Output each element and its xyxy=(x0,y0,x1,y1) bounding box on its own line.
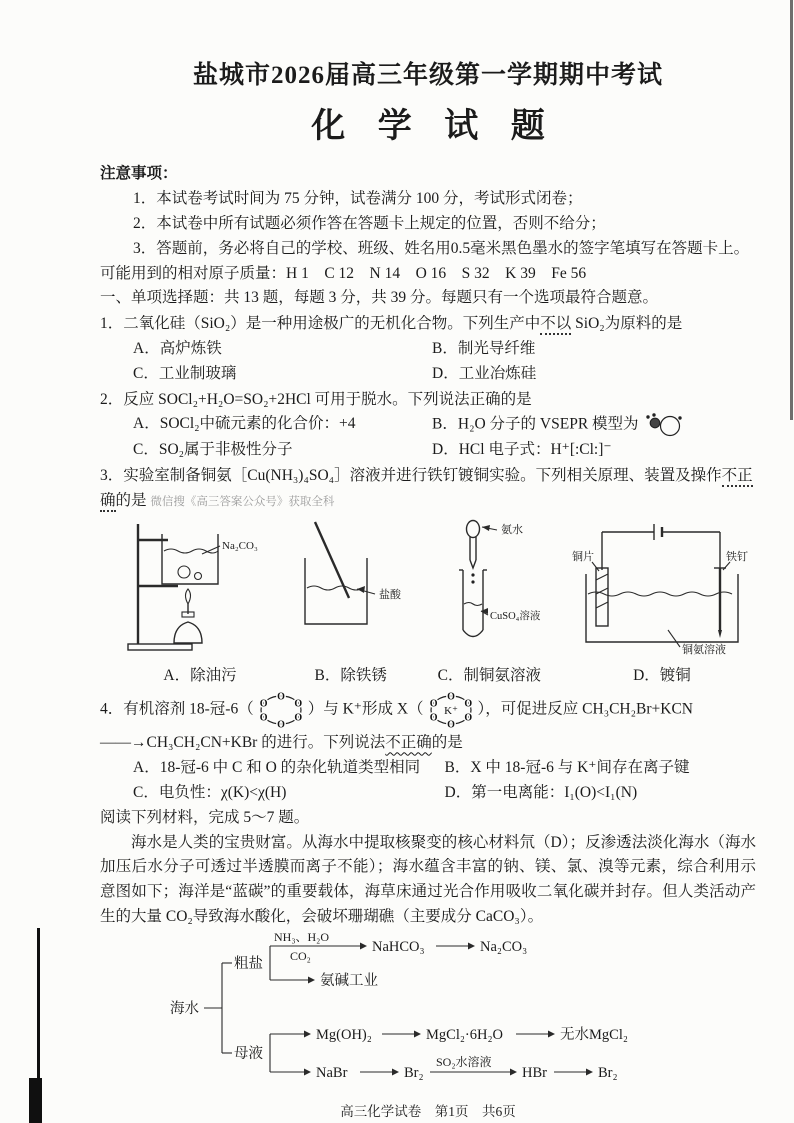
flow-node-nabr: NaBr xyxy=(316,1064,348,1081)
flow-node-br2-first: Br₂ xyxy=(404,1064,424,1081)
q4-stem2-post: 的是 xyxy=(431,734,463,752)
flow-node-hbr: HBr xyxy=(522,1064,547,1081)
q3-figure-c xyxy=(427,518,551,689)
svg-text:O: O xyxy=(463,712,472,724)
q4-stem-line1 xyxy=(100,689,756,731)
notice-heading: 注意事项： xyxy=(100,165,178,183)
svg-text:O: O xyxy=(429,712,438,724)
q4-option-c: C．电负性：χ(K)<χ(H) xyxy=(133,783,287,801)
flow-label-nh3-h2o: NH₃、H₂O xyxy=(274,929,330,944)
fig-c-reagent-label-1: 氨水 xyxy=(501,523,524,536)
degreasing-apparatus-diagram xyxy=(126,518,274,654)
q3-figure-a-caption: A．除油污 xyxy=(163,666,237,684)
svg-text:O: O xyxy=(429,698,438,710)
q1-stem-emphasis: 不以 xyxy=(540,315,571,335)
q1-stem-post: SiO₂为原料的是 xyxy=(571,315,683,333)
q1-option-b: B．制光导纤维 xyxy=(432,339,536,357)
fig-c-reagent-label-2: CuSO₄溶液 xyxy=(490,610,541,622)
q4-options xyxy=(100,756,756,806)
q4-stem-line2 xyxy=(100,731,756,756)
q4-option-b: B．X 中 18-冠-6 与 K⁺间存在离子键 xyxy=(444,759,690,777)
exam-title: 盐城市2026届高三年级第一学期期中考试 xyxy=(192,62,663,89)
notice-item-3: 3．答题前，务必将自己的学校、班级、姓名用0.5毫米黑色墨水的签字笔填写在答题卡上。 xyxy=(133,239,750,257)
flow-node-anhydrous-mgcl2: 无水MgCl₂ xyxy=(560,1026,628,1043)
svg-text:O: O xyxy=(294,698,302,710)
q3-figures xyxy=(100,514,756,689)
q2-option-c: C．SO₂属于非极性分子 xyxy=(133,441,293,459)
svg-text:O: O xyxy=(259,698,268,710)
q3-figure-a xyxy=(126,518,274,689)
q4-stem2-pre: ——→CH₃CH₂CN+KBr 的进行。下列说法 xyxy=(100,734,386,752)
exam-subtitle: 化 学 试 题 xyxy=(311,108,557,145)
q3-stem-emphasis: 不正确 xyxy=(100,467,753,512)
electroplating-cell-diagram xyxy=(572,518,752,654)
svg-text:O: O xyxy=(463,698,472,710)
q2-options xyxy=(100,412,756,463)
notice-item-1: 1．本试卷考试时间为 75 分钟，试卷满分 100 分，考试形式闭卷； xyxy=(133,190,583,208)
q3-figure-b-caption: B．除铁锈 xyxy=(314,666,387,684)
atomic-mass-line: 可能用到的相对原子质量：H 1 C 12 N 14 O 16 S 32 K 39 Fe 56 xyxy=(100,264,587,282)
flow-node-mgcl2-6h2o: MgCl₂·6H₂O xyxy=(426,1026,503,1043)
q4-stem1-pre: 4．有机溶剂 18-冠-6（ xyxy=(100,700,254,718)
q4-stem2-emphasis: 不正确 xyxy=(385,734,432,752)
q1-options xyxy=(100,337,756,387)
svg-text:O: O xyxy=(446,691,455,703)
flow-node-br2-second: Br₂ xyxy=(598,1064,618,1081)
flow-node-na2co3: Na₂CO₃ xyxy=(480,938,528,955)
flow-label-co2: CO₂ xyxy=(290,948,311,963)
question-4 xyxy=(100,689,756,805)
q1-option-a: A．高炉炼铁 xyxy=(133,339,222,357)
flow-node-nahco3: NaHCO₃ xyxy=(372,938,425,955)
q2-option-b-text: B．H₂O 分子的 VSEPR 模型为 xyxy=(432,415,639,433)
q3-figure-c-caption: C．制铜氨溶液 xyxy=(437,666,541,684)
fig-d-label-iron-nail: 铁钉 xyxy=(725,550,748,563)
svg-text:O: O xyxy=(276,691,285,703)
q1-option-d: D．工业冶炼硅 xyxy=(432,364,537,382)
seawater-utilization-diagram xyxy=(164,929,724,1084)
q1-stem xyxy=(100,312,756,337)
svg-text:O: O xyxy=(259,712,268,724)
svg-text:O: O xyxy=(294,712,302,724)
q2-option-b xyxy=(432,412,756,438)
flow-node-mother-liquor: 母液 xyxy=(234,1045,263,1062)
q2-stem: 2．反应 SOCl₂+H₂O=SO₂+2HCl 可用于脱水。下列说法正确的是 xyxy=(100,390,532,408)
q3-stem-post: 的是 xyxy=(115,491,147,509)
question-2 xyxy=(100,388,756,464)
vsepr-model-icon xyxy=(642,412,684,438)
q3-figure-d xyxy=(572,518,752,689)
section-heading: 一、单项选择题：共 13 题，每题 3 分，共 39 分。每题只有一个选项最符合题意。 xyxy=(100,289,659,307)
flow-node-ammonia-soda: 氨碱工业 xyxy=(320,972,378,989)
fig-d-label-copper-sheet: 铜片 xyxy=(571,550,594,563)
rust-removal-beaker-diagram xyxy=(295,518,407,654)
scan-artifact-right-edge xyxy=(790,0,793,420)
flow-node-mgoh2: Mg(OH)₂ xyxy=(316,1026,372,1043)
scan-artifact-corner-blob xyxy=(29,1078,42,1123)
flow-node-crude-salt: 粗盐 xyxy=(234,955,263,972)
svg-text:O: O xyxy=(276,719,285,731)
notice-item-2: 2．本试卷中所有试题必须作答在答题卡上规定的位置，否则不给分； xyxy=(133,214,606,232)
q2-option-d: D．HCl 电子式：H⁺[:Cl:]⁻ xyxy=(432,441,612,459)
q2-option-a: A．SOCl₂中硫元素的化合价：+4 xyxy=(133,415,356,433)
fig-b-reagent-label: 盐酸 xyxy=(378,588,401,601)
flow-label-so2-solution: SO₂水溶液 xyxy=(436,1054,492,1069)
flow-node-seawater: 海水 xyxy=(170,1000,199,1017)
q3-stem xyxy=(100,464,756,514)
page-footer: 高三化学试卷 第1页 共6页 xyxy=(340,1103,516,1119)
q4-option-d: D．第一电离能：I₁(O)<I₁(N) xyxy=(444,783,638,801)
q3-watermark: 微信搜《高三答案公众号》获取全科 xyxy=(150,495,335,508)
question-1 xyxy=(100,312,756,386)
q3-figure-b xyxy=(295,518,407,689)
seawater-flowchart xyxy=(164,929,756,1093)
q4-stem1-post: ），可促进反应 CH₃CH₂Br+KCN xyxy=(477,700,693,718)
fig-d-label-solution: 铜氨溶液 xyxy=(681,643,726,656)
crown-ether-k-complex-diagram xyxy=(424,689,478,731)
q1-stem-pre: 1．二氧化硅（SiO₂）是一种用途极广的无机化合物。下列生产中 xyxy=(100,315,541,333)
q4-stem1-mid: ）与 K⁺形成 X（ xyxy=(307,700,424,718)
dropper-test-tube-diagram xyxy=(427,518,551,654)
q1-option-c: C．工业制玻璃 xyxy=(133,364,237,382)
potassium-ion-label: K⁺ xyxy=(443,705,458,718)
material-intro: 阅读下列材料，完成 5～7 题。 xyxy=(100,808,310,826)
svg-text:O: O xyxy=(446,719,455,731)
q4-option-a: A．18-冠-6 中 C 和 O 的杂化轨道类型相同 xyxy=(133,759,421,777)
fig-a-reagent-label: Na₂CO₃ xyxy=(222,539,258,552)
q3-figure-d-caption: D．镀铜 xyxy=(633,666,691,684)
crown-ether-diagram xyxy=(254,689,308,731)
material-paragraph: 海水是人类的宝贵财富。从海水中提取核聚变的核心材料氘（D）；反渗透法淡化海水（海水加压后水分子可透过半透膜而离子不能）；海水蕴含丰富的钠、镁、氯、溴等元素，综合利用示意图如下；海洋是“蓝碳”的重要载体，海草床通过光合作用吸收二氧化碳并封存。但人类活动产生的大量 CO₂导致海水酸化，会破坏珊瑚礁（主要成分 CaCO₃）。 xyxy=(100,833,756,925)
question-3 xyxy=(100,464,756,688)
q3-stem-pre: 3．实验室制备铜氨［Cu(NH₃)₄SO₄］溶液并进行铁钉镀铜实验。下列相关原理、装置及操作 xyxy=(100,467,722,485)
